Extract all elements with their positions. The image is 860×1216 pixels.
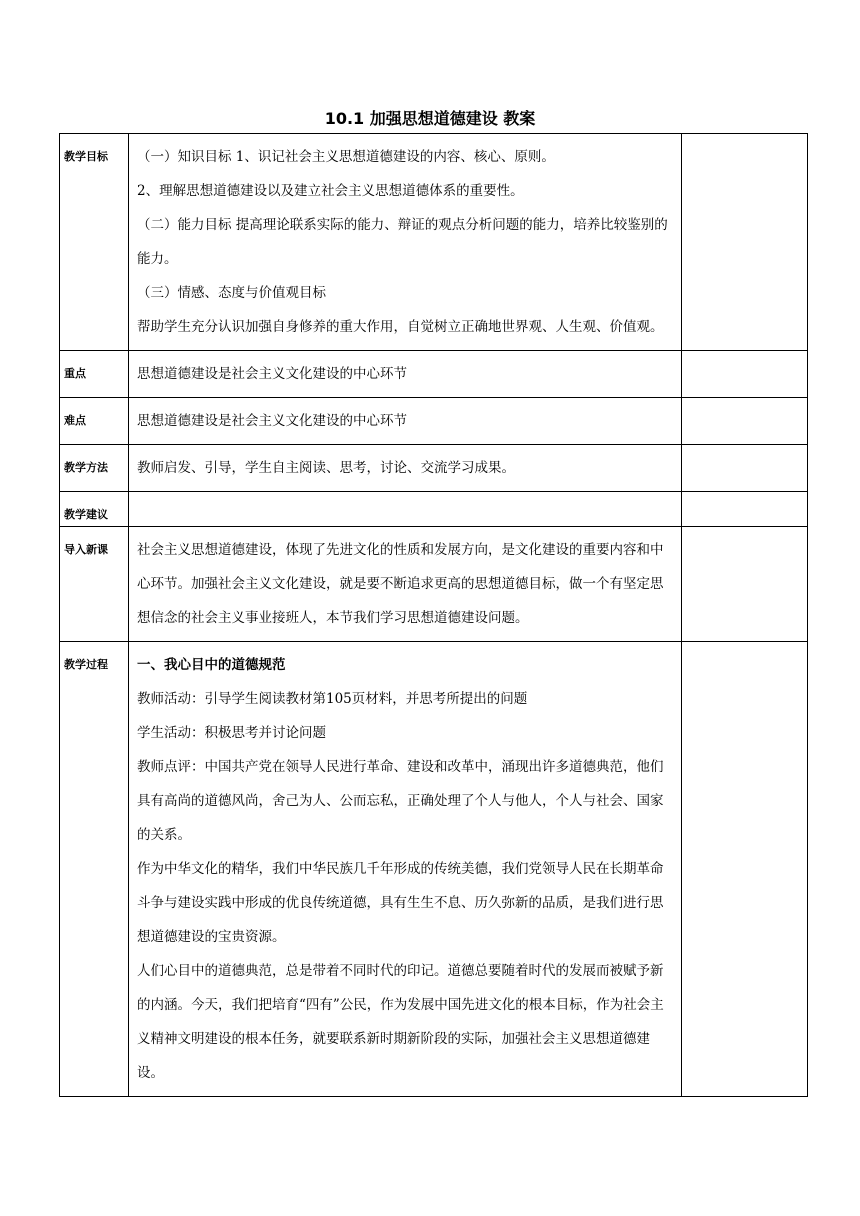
paragraph: （三）情感、态度与价值观目标 (137, 285, 326, 301)
paragraph: 作为中华文化的精华，我们中华民族几千年形成的传统美德，我们党领导人民在长期革命斗争与建设实践中形成的优良传统道德，具有生生不息、历久弥新的品质，是我们进行思想道德建设的宝贵资源。 (137, 861, 664, 945)
paragraph: 教师活动：引导学生阅读教材第105页材料，并思考所提出的问题 (137, 691, 528, 707)
table-row (60, 134, 808, 351)
paragraph: 学生活动：积极思考并讨论问题 (137, 725, 326, 741)
row-content (129, 398, 682, 445)
table-row (60, 492, 808, 527)
row-label: 教学方法 (60, 445, 129, 492)
section-heading: 一、我心目中的道德规范 (137, 657, 286, 673)
table-row (60, 445, 808, 492)
row-label: 教学目标 (60, 134, 129, 351)
notes-cell (682, 527, 808, 642)
row-content (129, 527, 682, 642)
row-content (129, 642, 682, 1097)
row-content (129, 351, 682, 398)
paragraph: 教师启发、引导，学生自主阅读、思考，讨论、交流学习成果。 (137, 460, 515, 476)
lesson-plan-table (59, 133, 808, 1097)
notes-cell (682, 134, 808, 351)
row-label: 教学过程 (60, 642, 129, 1097)
notes-cell (682, 351, 808, 398)
paragraph: 帮助学生充分认识加强自身修养的重大作用，自觉树立正确地世界观、人生观、价值观。 (137, 319, 664, 335)
notes-cell (682, 445, 808, 492)
notes-cell (682, 398, 808, 445)
row-label: 导入新课 (60, 527, 129, 642)
row-content (129, 445, 682, 492)
paragraph: （一）知识目标 1、识记社会主义思想道德建设的内容、核心、原则。 (137, 149, 555, 165)
notes-cell (682, 642, 808, 1097)
page-title: 10.1 加强思想道德建设 教案 (324, 109, 536, 128)
row-content (129, 492, 682, 527)
table-row (60, 642, 808, 1097)
paragraph: （二）能力目标 提高理论联系实际的能力、辩证的观点分析问题的能力，培养比较鉴别的能力。 (137, 217, 668, 267)
paragraph: 社会主义思想道德建设，体现了先进文化的性质和发展方向，是文化建设的重要内容和中心环节。加强社会主义文化建设，就是要不断追求更高的思想道德目标，做一个有坚定思想信念的社会主义事业接班人，本节我们学习思想道德建设问题。 (137, 542, 664, 626)
row-label: 难点 (60, 398, 129, 445)
row-label: 重点 (60, 351, 129, 398)
table-row (60, 351, 808, 398)
row-content (129, 134, 682, 351)
paragraph: 教师点评：中国共产党在领导人民进行革命、建设和改革中，涌现出许多道德典范，他们具有高尚的道德风尚，舍己为人、公而忘私，正确处理了个人与他人，个人与社会、国家的关系。 (137, 759, 664, 843)
notes-cell (682, 492, 808, 527)
table-row (60, 398, 808, 445)
table-row (60, 527, 808, 642)
paragraph: 思想道德建设是社会主义文化建设的中心环节 (137, 366, 407, 382)
paragraph: 思想道德建设是社会主义文化建设的中心环节 (137, 413, 407, 429)
paragraph: 2、理解思想道德建设以及建立社会主义思想道德体系的重要性。 (137, 183, 524, 199)
paragraph: 人们心目中的道德典范，总是带着不同时代的印记。道德总要随着时代的发展而被赋予新的内涵。今天，我们把培育“四有”公民，作为发展中国先进文化的根本目标，作为社会主义精神文明建设的根本任务，就要联系新时期新阶段的实际，加强社会主义思想道德建设。 (137, 963, 664, 1081)
row-label: 教学建议 (60, 492, 129, 527)
